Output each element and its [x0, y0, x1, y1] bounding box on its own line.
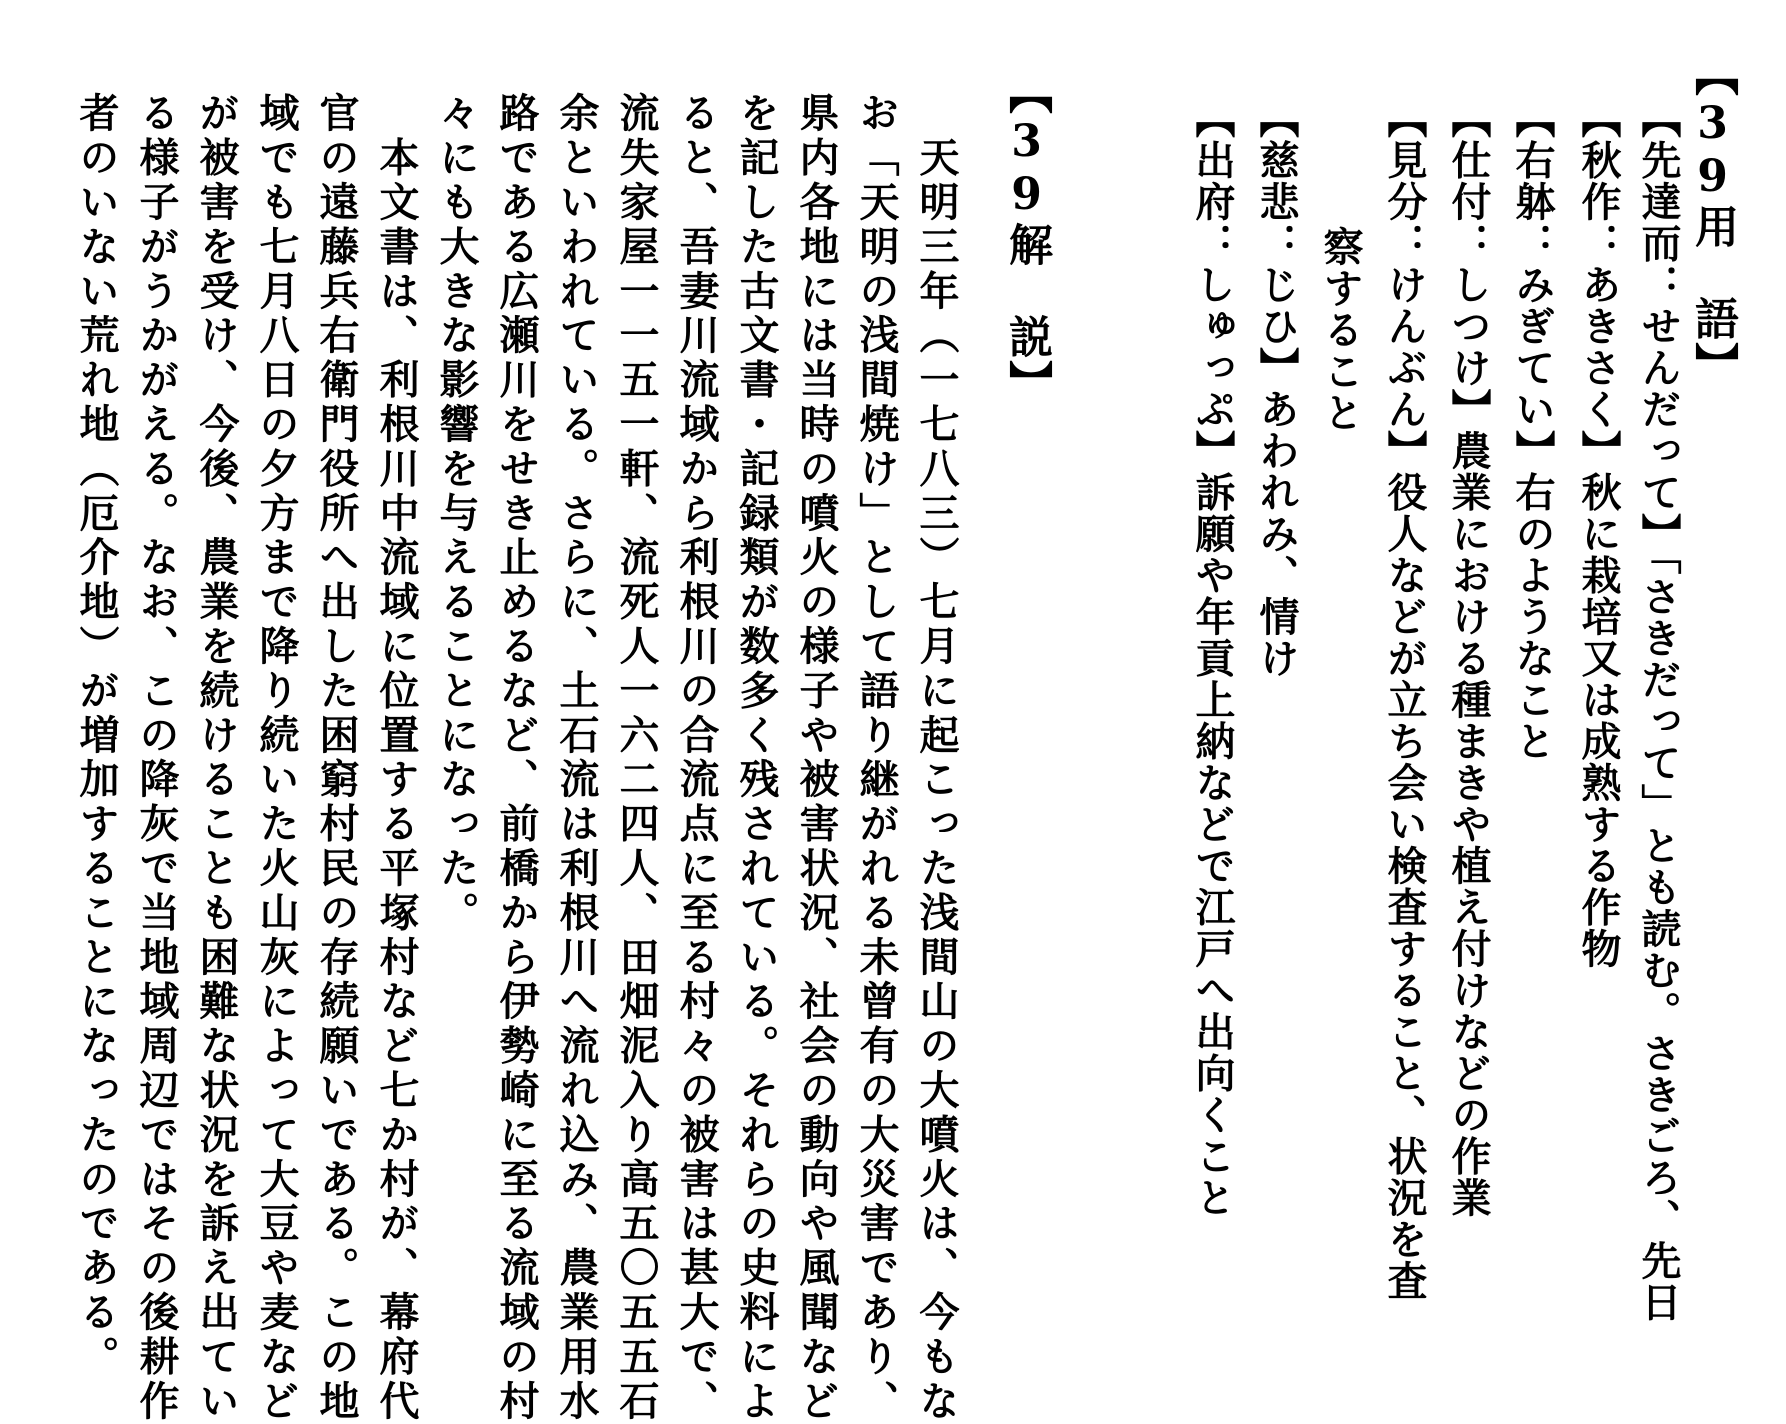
commentary-line: お「天明の浅間焼け」として語り継がれる未曾有の大災害であり、: [853, 92, 899, 1424]
commentary-line: 官の遠藤兵右衛門役所へ出した困窮村民の存続願いである。この地: [313, 92, 359, 1424]
glossary-definition: 役人などが立ち会い検査すること、状況を査: [1381, 471, 1427, 1302]
commentary-line: 者のいない荒れ地（厄介地）が増加することになったのである。: [73, 92, 119, 1380]
commentary-line: 々にも大きな影響を与えることになった。: [433, 92, 479, 936]
glossary-term: 【慈悲：じひ】: [1253, 98, 1299, 389]
glossary-definition: あわれみ、情け: [1253, 388, 1299, 679]
glossary-definition: 右のようなこと: [1509, 471, 1555, 762]
glossary-term: 【見分：けんぶん】: [1381, 98, 1427, 472]
glossary-definition: 秋に栽培又は成熟する作物: [1575, 471, 1621, 970]
glossary-term: 【秋作：あきさく】: [1575, 98, 1621, 472]
glossary-heading: 【39用 語】: [1687, 52, 1738, 388]
glossary-continuation: 察すること: [1317, 226, 1363, 434]
glossary-item-kenbun: [1381, 98, 1427, 1302]
glossary-definition: 農業における種まきや植え付けなどの作業: [1445, 430, 1491, 1219]
glossary-definition: 「さきだって」とも読む。さきごろ、先日: [1635, 554, 1681, 1323]
glossary-term: 【仕付：しつけ】: [1445, 98, 1491, 430]
glossary-term: 【出府：しゅっぷ】: [1189, 98, 1235, 472]
commentary-line: 路である広瀬川をせき止めるなど、前橋から伊勢崎に至る流域の村: [493, 92, 539, 1424]
commentary-line: る様子がうかがえる。なお、この降灰で当地域周辺ではその後耕作: [133, 92, 179, 1424]
commentary-line: 余といわれている。さらに、土石流は利根川へ流れ込み、農業用水: [553, 92, 599, 1424]
glossary-item-migitei: [1509, 98, 1555, 762]
glossary-item-shuppu: [1189, 98, 1235, 1219]
glossary-item-shitsuke: [1445, 98, 1491, 1219]
glossary-item-sendatte: [1635, 98, 1681, 1323]
commentary-line: 県内各地には当時の噴火の様子や被害状況、社会の動向や風聞など: [793, 92, 839, 1424]
commentary-line: 天明三年（一七八三）七月に起こった浅間山の大噴火は、今もな: [913, 92, 959, 1424]
glossary-term: 【先達而：せんだって】: [1635, 98, 1681, 555]
commentary-line: ると、吾妻川流域から利根川の合流点に至る村々の被害は甚大で、: [673, 92, 719, 1424]
commentary-heading: 【39解 説】: [1001, 70, 1052, 406]
commentary-line: 域でも七月八日の夕方まで降り続いた火山灰によって大豆や麦など: [253, 92, 299, 1424]
glossary-item-jihi: [1253, 98, 1299, 679]
commentary-line: が被害を受け、今後、農業を続けることも困難な状況を訴え出てい: [193, 92, 239, 1424]
glossary-term: 【右躰：みぎてい】: [1509, 98, 1555, 472]
glossary-definition: 訴願や年貢上納などで江戸へ出向くこと: [1189, 471, 1235, 1219]
commentary-line: 流失家屋一一五一軒、流死人一六二四人、田畑泥入り高五〇五五石: [613, 92, 659, 1424]
commentary-line: 本文書は、利根川中流域に位置する平塚村など七か村が、幕府代: [373, 92, 419, 1424]
commentary-line: を記した古文書・記録類が数多く残されている。それらの史料によ: [733, 92, 779, 1424]
glossary-item-akisaku: [1575, 98, 1621, 970]
